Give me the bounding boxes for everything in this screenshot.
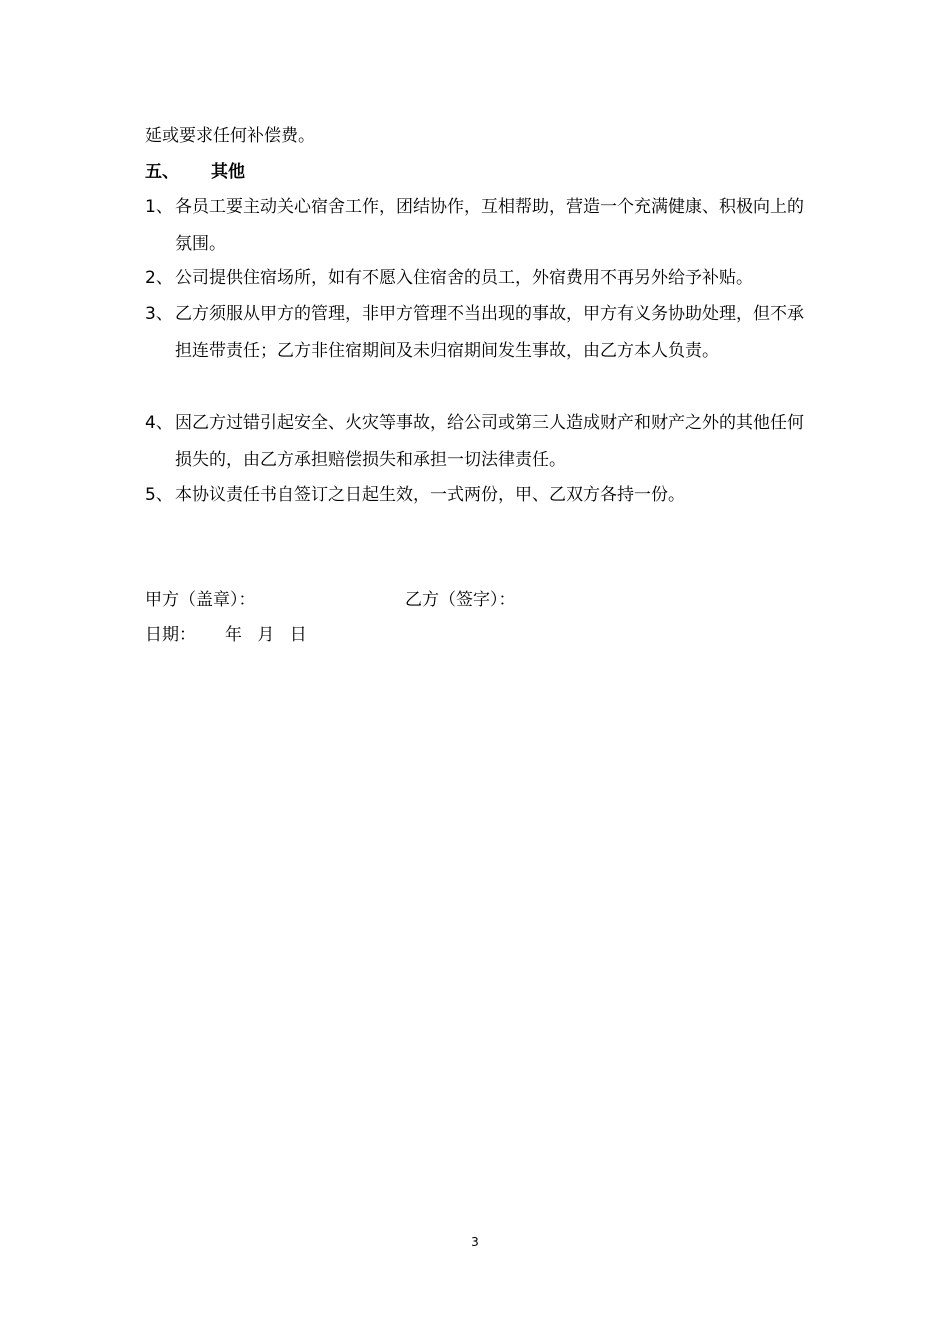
list-item-text: 各员工要主动关心宿舍工作，团结协作，互相帮助，营造一个充满健康、积极向上的氛围。 — [175, 197, 804, 254]
section-title: 其他 — [211, 162, 245, 182]
section-heading — [145, 162, 245, 182]
date-fields: 年 月 日 — [225, 625, 307, 645]
list-item — [145, 197, 810, 263]
list-item-text: 乙方须服从甲方的管理，非甲方管理不当出现的事故，甲方有义务协助处理，但不承担连带责任；乙方非住宿期间及未归宿期间发生事故，由乙方本人负责。 — [175, 304, 804, 361]
party-a-signature-label: 甲方（盖章）： — [145, 590, 256, 610]
list-item — [145, 268, 810, 297]
list-item — [145, 304, 810, 370]
continuation-text: 延或要求任何补偿费。 — [145, 126, 315, 146]
page-number: 3 — [471, 1235, 479, 1249]
list-item-number: 2、 — [145, 268, 173, 288]
list-item-text: 本协议责任书自签订之日起生效，一式两份，甲、乙双方各持一份。 — [175, 485, 685, 505]
list-item-text: 因乙方过错引起安全、火灾等事故，给公司或第三人造成财产和财产之外的其他任何损失的，由乙方承担赔偿损失和承担一切法律责任。 — [175, 413, 804, 470]
list-item-number: 4、 — [145, 413, 173, 433]
list-item-number: 5、 — [145, 485, 173, 505]
party-b-signature-label: 乙方（签字）： — [405, 590, 516, 610]
list-item — [145, 413, 810, 479]
section-number: 五、 — [145, 162, 179, 182]
list-item-text: 公司提供住宿场所，如有不愿入住宿舍的员工，外宿费用不再另外给予补贴。 — [175, 268, 753, 288]
date-label: 日期： — [145, 625, 196, 645]
list-item-number: 3、 — [145, 304, 173, 324]
list-item-number: 1、 — [145, 197, 173, 217]
list-item — [145, 485, 810, 514]
